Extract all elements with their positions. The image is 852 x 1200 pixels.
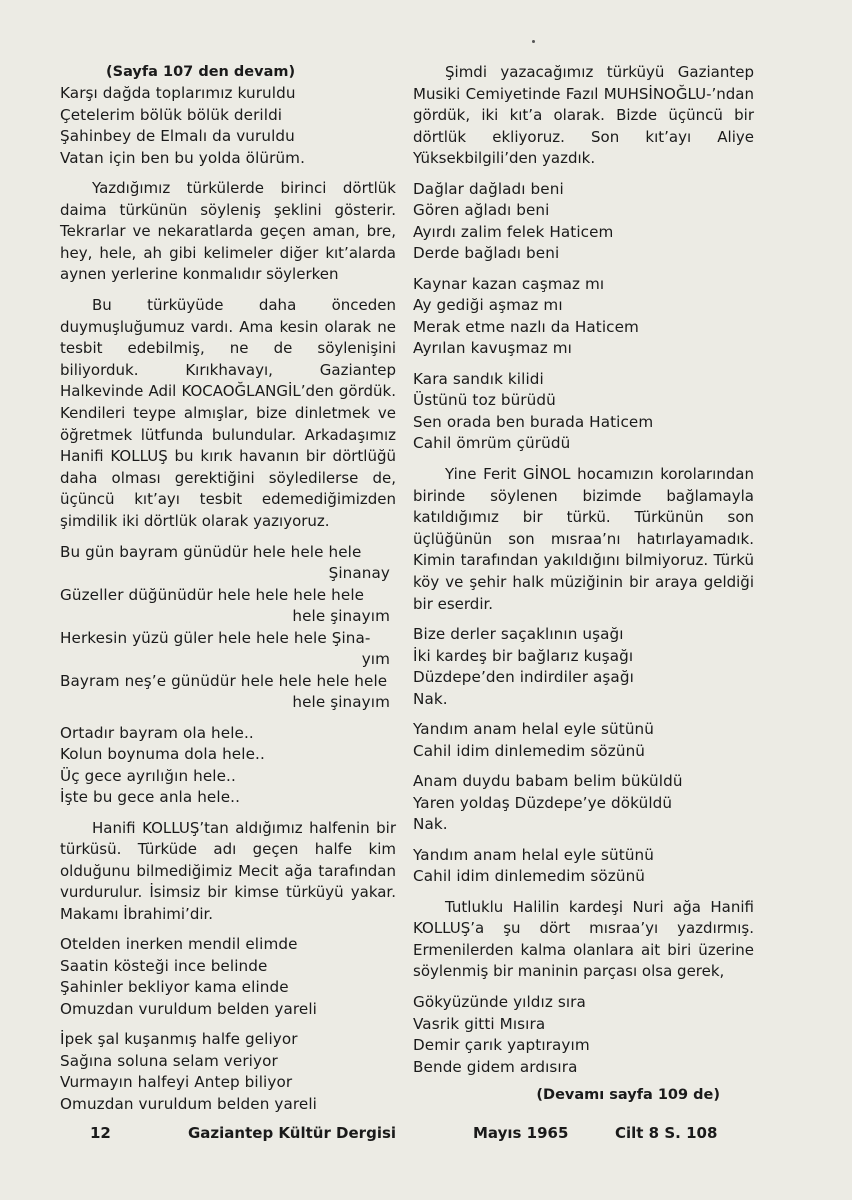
verse-line: Düzdepe’den indirdiler aşağı: [413, 668, 634, 687]
verse-block: [413, 274, 754, 360]
verse-line: Ay gediği aşmaz mı: [413, 296, 563, 315]
verse-line: Bende gidem ardısıra: [413, 1057, 578, 1076]
verse-line: Cahil ömrüm çürüdü: [413, 434, 571, 453]
verse-line: Nak.: [413, 689, 448, 708]
paragraph: Yine Ferit GİNOL hocamızın korolarından birinde söylenen bizimde bağlamayla katıldığımız bir türkü. Türkünün son üçlüğünün son mısraa’nı hatırlayamadık. Kimin tarafından yakıldığını bilmiyoruz. Türkü köy ve şehir halk müziğinin bir araya geldiği bir eserdir.: [413, 464, 754, 613]
verse-block: [413, 719, 754, 762]
verse-line: Omuzdan vuruldum belden yareli: [60, 1094, 317, 1113]
verse-line: Herkesin yüzü güler hele hele hele Şina-: [60, 628, 371, 647]
left-column: [60, 62, 396, 1124]
verse-line: Gökyüzünde yıldız sıra: [413, 993, 586, 1011]
verse-line: Merak etme nazlı da Haticem: [413, 317, 639, 336]
verse-block: [413, 845, 754, 888]
verse-line: Yandım anam helal eyle sütünü: [413, 720, 654, 739]
verse-line: Otelden inerken mendil elimde: [60, 935, 298, 954]
verse-line-continuation: yım: [361, 650, 390, 668]
verse-line-continuation: hele şinayım: [292, 693, 390, 711]
issue-date: Mayıs 1965: [473, 1124, 569, 1142]
verse-line: Dağlar dağladı beni: [413, 179, 564, 198]
verse-block: [60, 723, 396, 809]
verse-line: Üç gece ayrılığın hele..: [60, 766, 236, 785]
verse-line: Üstünü toz bürüdü: [413, 391, 556, 410]
verse-line: Güzeller düğünüdür hele hele hele hele: [60, 585, 365, 604]
verse-line: Saatin kösteği ince belinde: [60, 956, 268, 975]
verse-line: İpek şal kuşanmış halfe geliyor: [60, 1030, 298, 1049]
journal-title: Gaziantep Kültür Dergisi: [188, 1124, 397, 1142]
verse-line: Cahil idim dinlemedim sözünü: [413, 867, 646, 886]
verse-line: Vatan için ben bu yolda ölürüm.: [60, 148, 306, 167]
verse-block: [60, 934, 396, 1020]
verse-block: [60, 542, 396, 714]
verse-block: [60, 83, 396, 169]
verse-line: Şahinbey de Elmalı da vuruldu: [60, 127, 295, 145]
verse-line: İki kardeş bir bağlarız kuşağı: [413, 646, 634, 665]
verse-line: Çetelerim bölük bölük derildi: [60, 105, 283, 124]
verse-line: Kolun boynuma dola hele..: [60, 745, 265, 763]
verse-block: [413, 369, 754, 455]
verse-line: Yandım anam helal eyle sütünü: [413, 845, 654, 864]
paragraph: Şimdi yazacağımız türküyü Gaziantep Musiki Cemiyetinde Fazıl MUHSİNOĞLU-’ndan gördük, iki kıt’a olarak. Bizde üçüncü bir dörtlük ekliyoruz. Son kıt’ayı Aliye Yüksekbilgili’den yazdık.: [413, 63, 754, 168]
verse-block: [413, 771, 754, 836]
verse-line: Omuzdan vuruldum belden yareli: [60, 999, 317, 1018]
page-number: 12: [90, 1124, 111, 1142]
print-speck: [532, 40, 535, 43]
verse-line: Kaynar kazan caşmaz mı: [413, 274, 605, 293]
verse-line: Demir çarık yaptırayım: [413, 1036, 590, 1054]
verse-line: Gören ağladı beni: [413, 201, 550, 220]
verse-line-continuation: hele şinayım: [292, 607, 390, 625]
paragraph: Yazdığımız türkülerde birinci dörtlük daima türkünün söyleniş şeklini gösterir. Tekrarlar ve nekaratlarda geçen aman, bre, hey, hele, ah gibi kelimeler diğer kıt’alarda aynen yerlerine konmalıdır söylerken: [60, 179, 396, 284]
verse-line: Kara sandık kilidi: [413, 369, 544, 388]
verse-line: İşte bu gece anla hele..: [60, 788, 240, 806]
verse-line: Yaren yoldaş Düzdepe’ye döküldü: [413, 793, 673, 812]
verse-line: Cahil idim dinlemedim sözünü: [413, 741, 646, 760]
verse-line: Derde bağladı beni: [413, 244, 560, 263]
verse-line: Ortadır bayram ola hele..: [60, 723, 254, 742]
volume-issue: Cilt 8 S. 108: [615, 1124, 718, 1142]
verse-line: Ayrılan kavuşmaz mı: [413, 339, 572, 358]
paragraph: Tutluklu Halilin kardeşi Nuri ağa Hanifi KOLLUŞ’a şu dört mısraa’yı yazdırmış. Ermenilerden kalma olanlara ait biri üzerine söylenmiş bir maninin parçası olsa gerek,: [413, 897, 754, 981]
continued-on-note: (Devamı sayfa 109 de): [536, 1087, 720, 1103]
verse-line: Nak.: [413, 815, 448, 834]
verse-block: [413, 179, 754, 265]
verse-block: [60, 1029, 396, 1115]
verse-line: Bu gün bayram günüdür hele hele hele: [60, 542, 362, 561]
verse-line: Sen orada ben burada Haticem: [413, 412, 654, 431]
verse-line: Şahinler bekliyor kama elinde: [60, 978, 289, 997]
verse-line: Sağına soluna selam veriyor: [60, 1051, 278, 1070]
verse-line: Vasrik gitti Mısıra: [413, 1014, 546, 1033]
verse-line: Bayram neş’e günüdür hele hele hele hele: [60, 671, 388, 690]
verse-block: [413, 992, 754, 1078]
page-footer: [0, 1124, 852, 1150]
paragraph: Bu türküyüde daha önceden duymuşluğumuz vardı. Ama kesin olarak ne tesbit edebilmiş, ne de söylenişini biliyorduk. Kırıkhavayı, Gaziantep Halkevinde Adil KOCAOĞLANGİL’den gördük. Kendileri teype almışlar, bize dinletmek ve öğretmek lütfunda bulundular. Arkadaşımız Hanifi KOLLUŞ bu kırık havanın bir dörtlüğü daha olması gerektiğini söyledilerse de, üçüncü kıt’ayı tesbit edemediğimizden şimdilik iki dörtlük olarak yazıyoruz.: [60, 295, 396, 530]
verse-block: [413, 624, 754, 710]
continued-from-header: (Sayfa 107 den devam): [106, 64, 296, 80]
verse-line: Vurmayın halfeyi Antep biliyor: [60, 1073, 293, 1092]
verse-line: Ayırdı zalim felek Haticem: [413, 222, 614, 241]
verse-line: Karşı dağda toplarımız kuruldu: [60, 84, 296, 102]
verse-line: Anam duydu babam belim büküldü: [413, 772, 683, 791]
verse-line-continuation: Şinanay: [328, 564, 390, 582]
right-column: [413, 62, 754, 1103]
paragraph: Hanifi KOLLUŞ’tan aldığımız halfenin bir türküsü. Türküde adı geçen halfe kim olduğunu bilmediğimiz Mecit ağa tarafından vurdurulur. İsimsiz bir kimse türküyü yakar. Makamı İbrahimi’dir.: [60, 818, 396, 923]
verse-line: Bize derler saçaklının uşağı: [413, 625, 624, 644]
